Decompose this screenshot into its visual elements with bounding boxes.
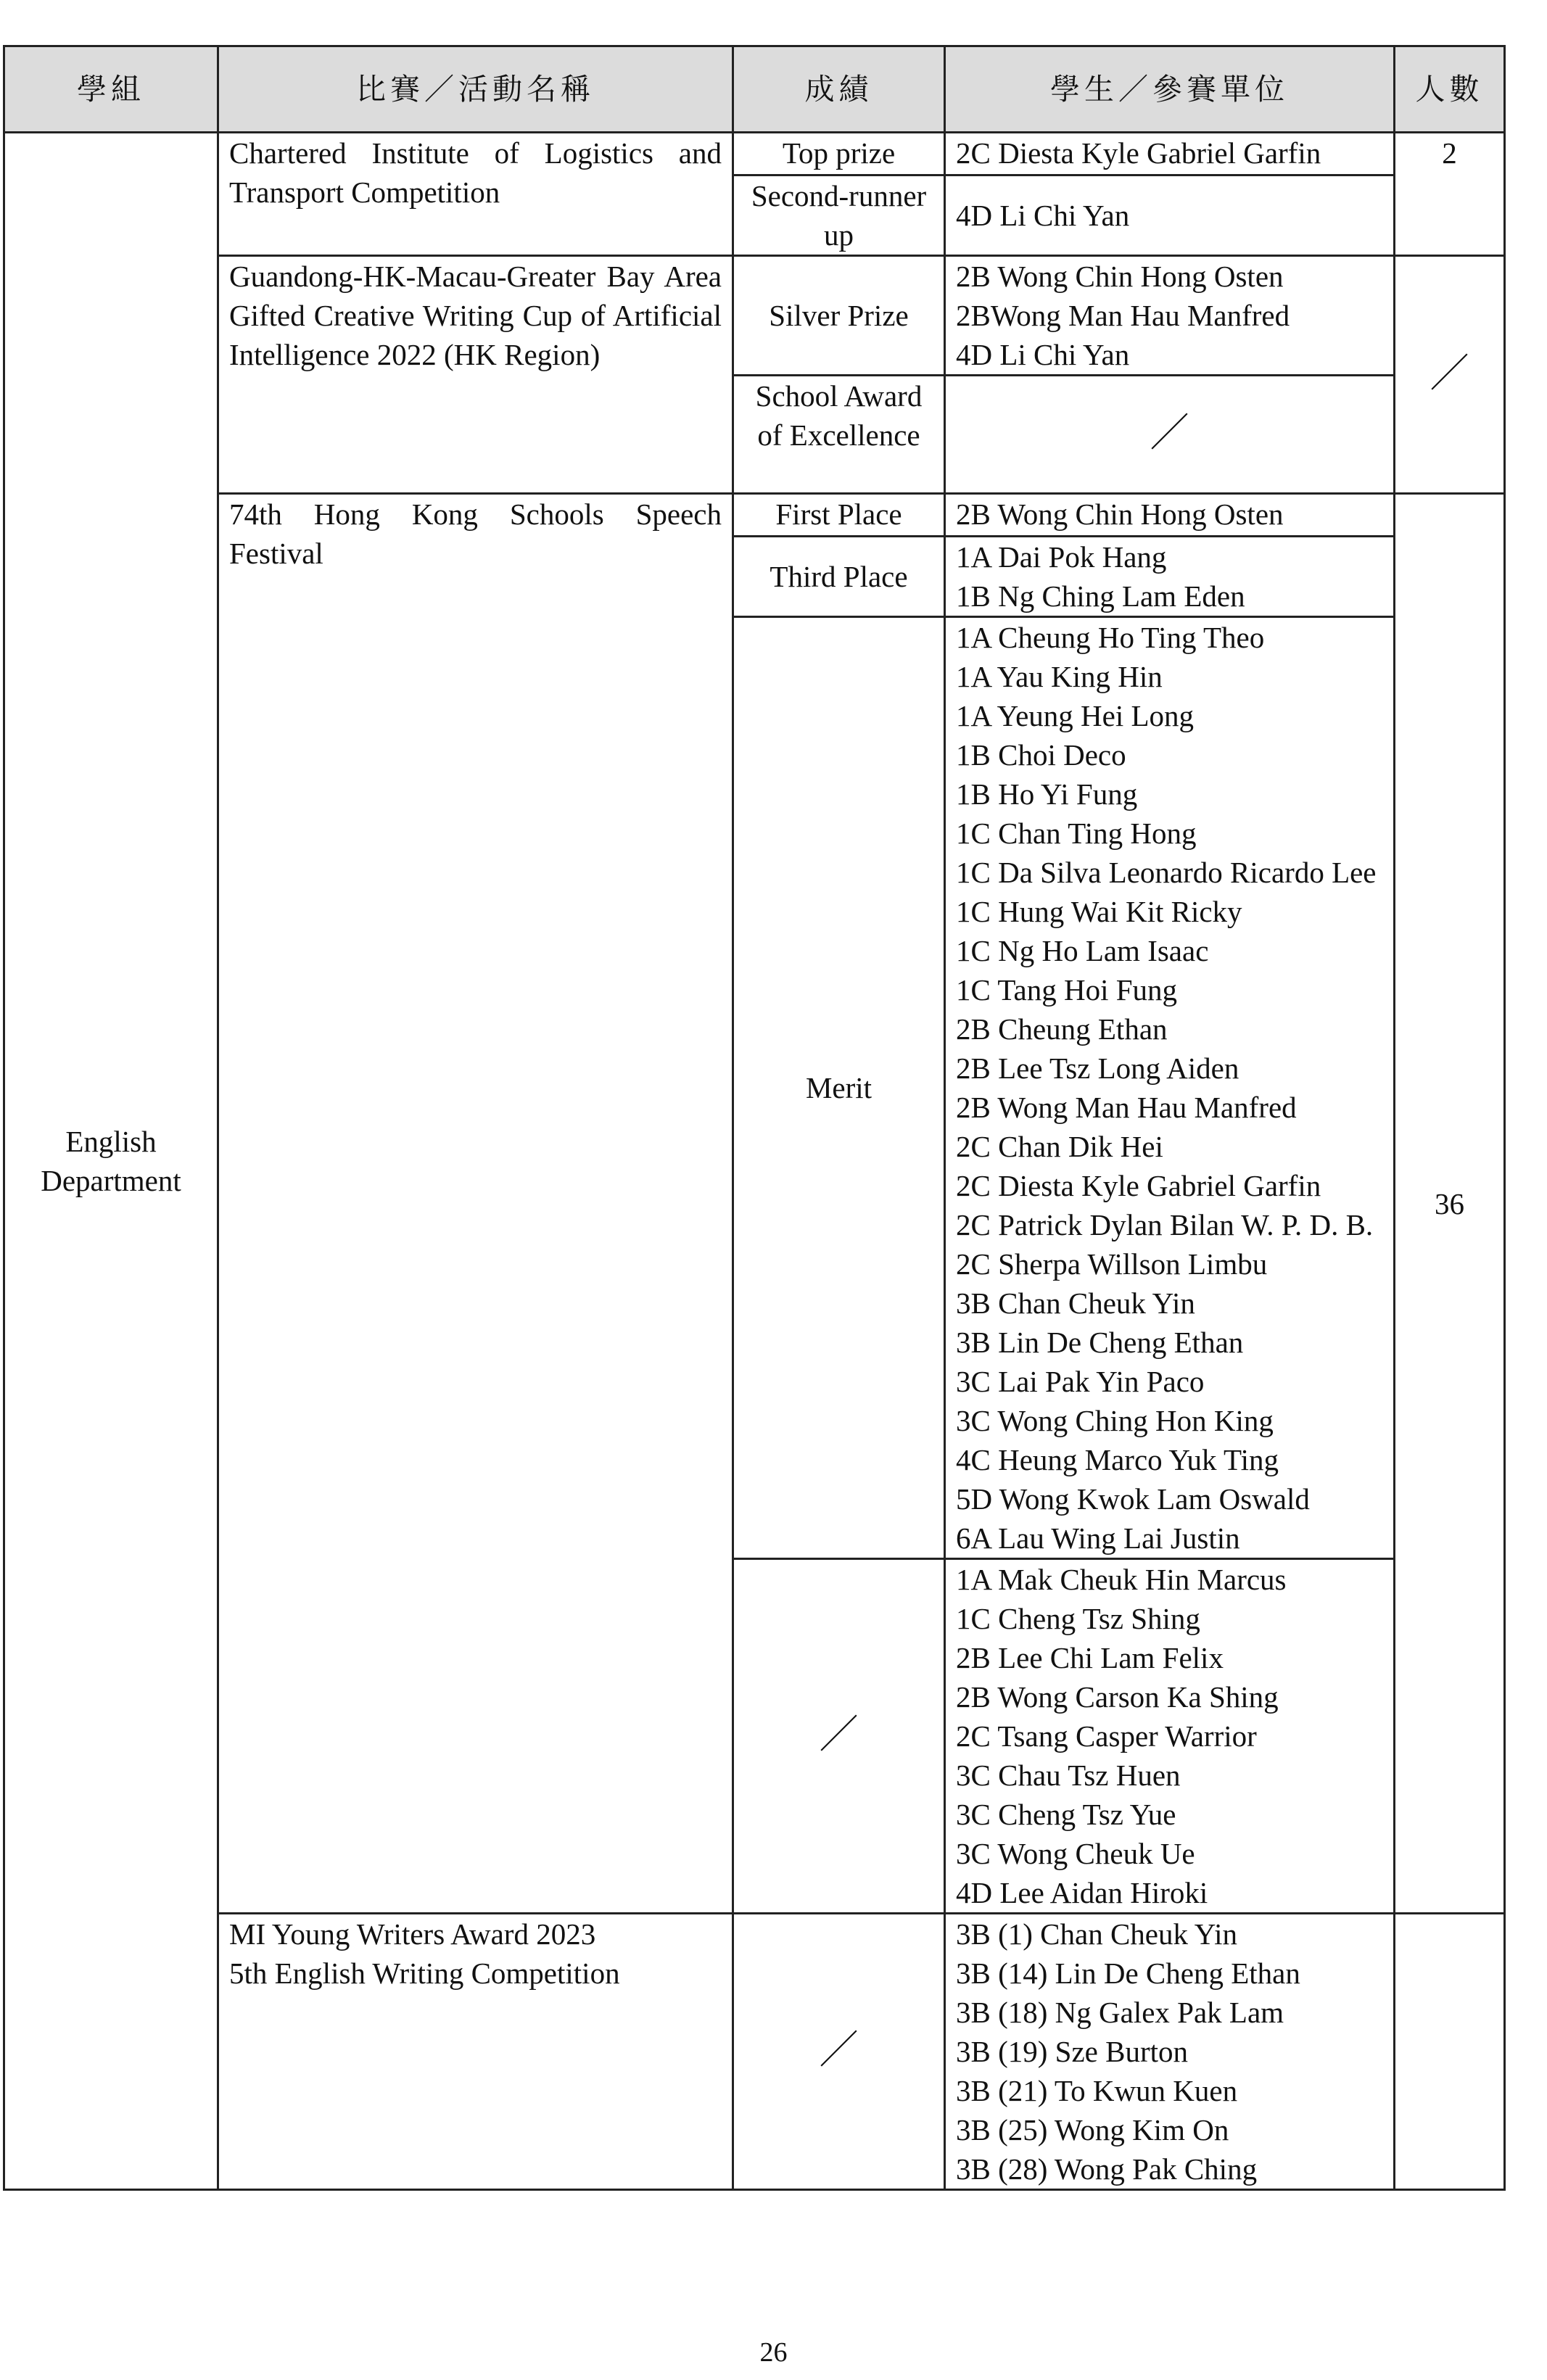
student-name: 2C Diesta Kyle Gabriel Garfin	[956, 1169, 1321, 1202]
student-name: 2B Wong Man Hau Manfred	[956, 1091, 1297, 1124]
student-name: 4D Li Chi Yan	[956, 338, 1130, 371]
header-result: 成績	[733, 46, 945, 133]
student-name: 1C Ng Ho Lam Isaac	[956, 934, 1209, 967]
student-name: 1A Cheung Ho Ting Theo	[956, 621, 1265, 654]
student-name: 1A Dai Pok Hang	[956, 540, 1167, 574]
result-cell: First Place	[733, 494, 945, 537]
header-row	[4, 46, 1505, 133]
header-activity: 比賽／活動名稱	[218, 46, 733, 133]
students-cell	[945, 494, 1395, 537]
header-count: 人數	[1395, 46, 1505, 133]
student-name: 2C Patrick Dylan Bilan W. P. D. B.	[956, 1208, 1374, 1241]
student-name: 2C Sherpa Willson Limbu	[956, 1247, 1268, 1281]
student-name: 2C Chan Dik Hei	[956, 1130, 1163, 1163]
competition-name: MI Young Writers Award 2023 5th English Writing Competition	[218, 1914, 733, 2190]
student-name: 1B Ng Ching Lam Eden	[956, 579, 1245, 613]
result-cell: Top prize	[733, 133, 945, 175]
student-name: 3B Lin De Cheng Ethan	[956, 1326, 1244, 1359]
student-name: 2B Lee Chi Lam Felix	[956, 1641, 1224, 1674]
student-name: 2B Lee Tsz Long Aiden	[956, 1051, 1239, 1085]
result-cell: School Award of Excellence	[733, 376, 945, 494]
competition-name: Guandong-HK-Macau-Greater Bay Area Gifted Creative Writing Cup of Artificial Intelligence 2022 (HK Region)	[218, 256, 733, 494]
student-name: 1C Tang Hoi Fung	[956, 973, 1178, 1007]
table-row	[4, 1914, 1505, 2190]
competition-name: 74th Hong Kong Schools Speech Festival	[218, 494, 733, 1914]
students-cell	[945, 1914, 1395, 2190]
page-number: 26	[759, 2337, 788, 2368]
student-name: 1C Cheng Tsz Shing	[956, 1602, 1200, 1635]
department-line: Department	[41, 1164, 181, 1197]
table-row	[4, 494, 1505, 537]
count-cell: ／	[1395, 256, 1505, 494]
student-name: 1C Da Silva Leonardo Ricardo Lee	[956, 856, 1377, 889]
student-name: 3C Wong Cheuk Ue	[956, 1837, 1195, 1870]
students-cell	[945, 256, 1395, 376]
student-name: 3B (28) Wong Pak Ching	[956, 2152, 1258, 2186]
header-students: 學生／參賽單位	[945, 46, 1395, 133]
result-cell: Second-runner up	[733, 175, 945, 256]
student-name: 3B (21) To Kwun Kuen	[956, 2074, 1238, 2107]
student-name: 5D Wong Kwok Lam Oswald	[956, 1482, 1310, 1516]
student-name: 1C Chan Ting Hong	[956, 817, 1197, 850]
student-name: 3B (14) Lin De Cheng Ethan	[956, 1957, 1300, 1990]
student-name: 3B (18) Ng Galex Pak Lam	[956, 1996, 1284, 2029]
student-name: 2BWong Man Hau Manfred	[956, 299, 1290, 332]
count-cell: 36	[1395, 494, 1505, 1914]
department-cell	[4, 133, 218, 2190]
student-name: 3B (25) Wong Kim On	[956, 2113, 1229, 2146]
student-name: 1A Mak Cheuk Hin Marcus	[956, 1563, 1287, 1596]
student-name: 2B Wong Chin Hong Osten	[956, 260, 1284, 293]
table-row	[4, 133, 1505, 175]
department-line: English	[65, 1125, 157, 1158]
student-name: 2C Tsang Casper Warrior	[956, 1719, 1257, 1753]
header-group: 學組	[4, 46, 218, 133]
result-cell: Silver Prize	[733, 256, 945, 376]
competition-name: Chartered Institute of Logistics and Transport Competition	[218, 133, 733, 256]
count-cell	[1395, 1914, 1505, 2190]
student-name: 2C Diesta Kyle Gabriel Garfin	[956, 136, 1321, 170]
student-name: 4C Heung Marco Yuk Ting	[956, 1443, 1279, 1476]
student-name: 4D Lee Aidan Hiroki	[956, 1876, 1208, 1909]
student-name: 3B (1) Chan Cheuk Yin	[956, 1917, 1237, 1951]
awards-table	[3, 45, 1506, 2191]
student-name: 1B Ho Yi Fung	[956, 777, 1138, 811]
table-row	[4, 256, 1505, 376]
student-name: 2B Wong Carson Ka Shing	[956, 1680, 1279, 1714]
student-name: 3C Cheng Tsz Yue	[956, 1798, 1176, 1831]
student-name: 2B Wong Chin Hong Osten	[956, 497, 1284, 531]
student-name: 3C Chau Tsz Huen	[956, 1759, 1181, 1792]
result-cell: Merit	[733, 617, 945, 1559]
student-name: 3B (19) Sze Burton	[956, 2035, 1188, 2068]
student-name: 1C Hung Wai Kit Ricky	[956, 895, 1242, 928]
result-cell: ／	[733, 1559, 945, 1914]
student-name: 3C Lai Pak Yin Paco	[956, 1365, 1205, 1398]
student-name: 4D Li Chi Yan	[956, 199, 1130, 232]
students-cell: ／	[945, 376, 1395, 494]
student-name: 1A Yeung Hei Long	[956, 699, 1195, 732]
students-cell	[945, 175, 1395, 256]
count-cell: 2	[1395, 133, 1505, 256]
student-name: 1A Yau King Hin	[956, 660, 1163, 693]
result-cell: ／	[733, 1914, 945, 2190]
students-cell	[945, 133, 1395, 175]
students-cell	[945, 1559, 1395, 1914]
student-name: 3B Chan Cheuk Yin	[956, 1286, 1195, 1320]
student-name: 3C Wong Ching Hon King	[956, 1404, 1274, 1437]
student-name: 2B Cheung Ethan	[956, 1012, 1168, 1046]
student-name: 6A Lau Wing Lai Justin	[956, 1521, 1240, 1555]
students-cell	[945, 617, 1395, 1559]
student-name: 1B Choi Deco	[956, 738, 1126, 772]
students-cell	[945, 537, 1395, 617]
result-cell: Third Place	[733, 537, 945, 617]
